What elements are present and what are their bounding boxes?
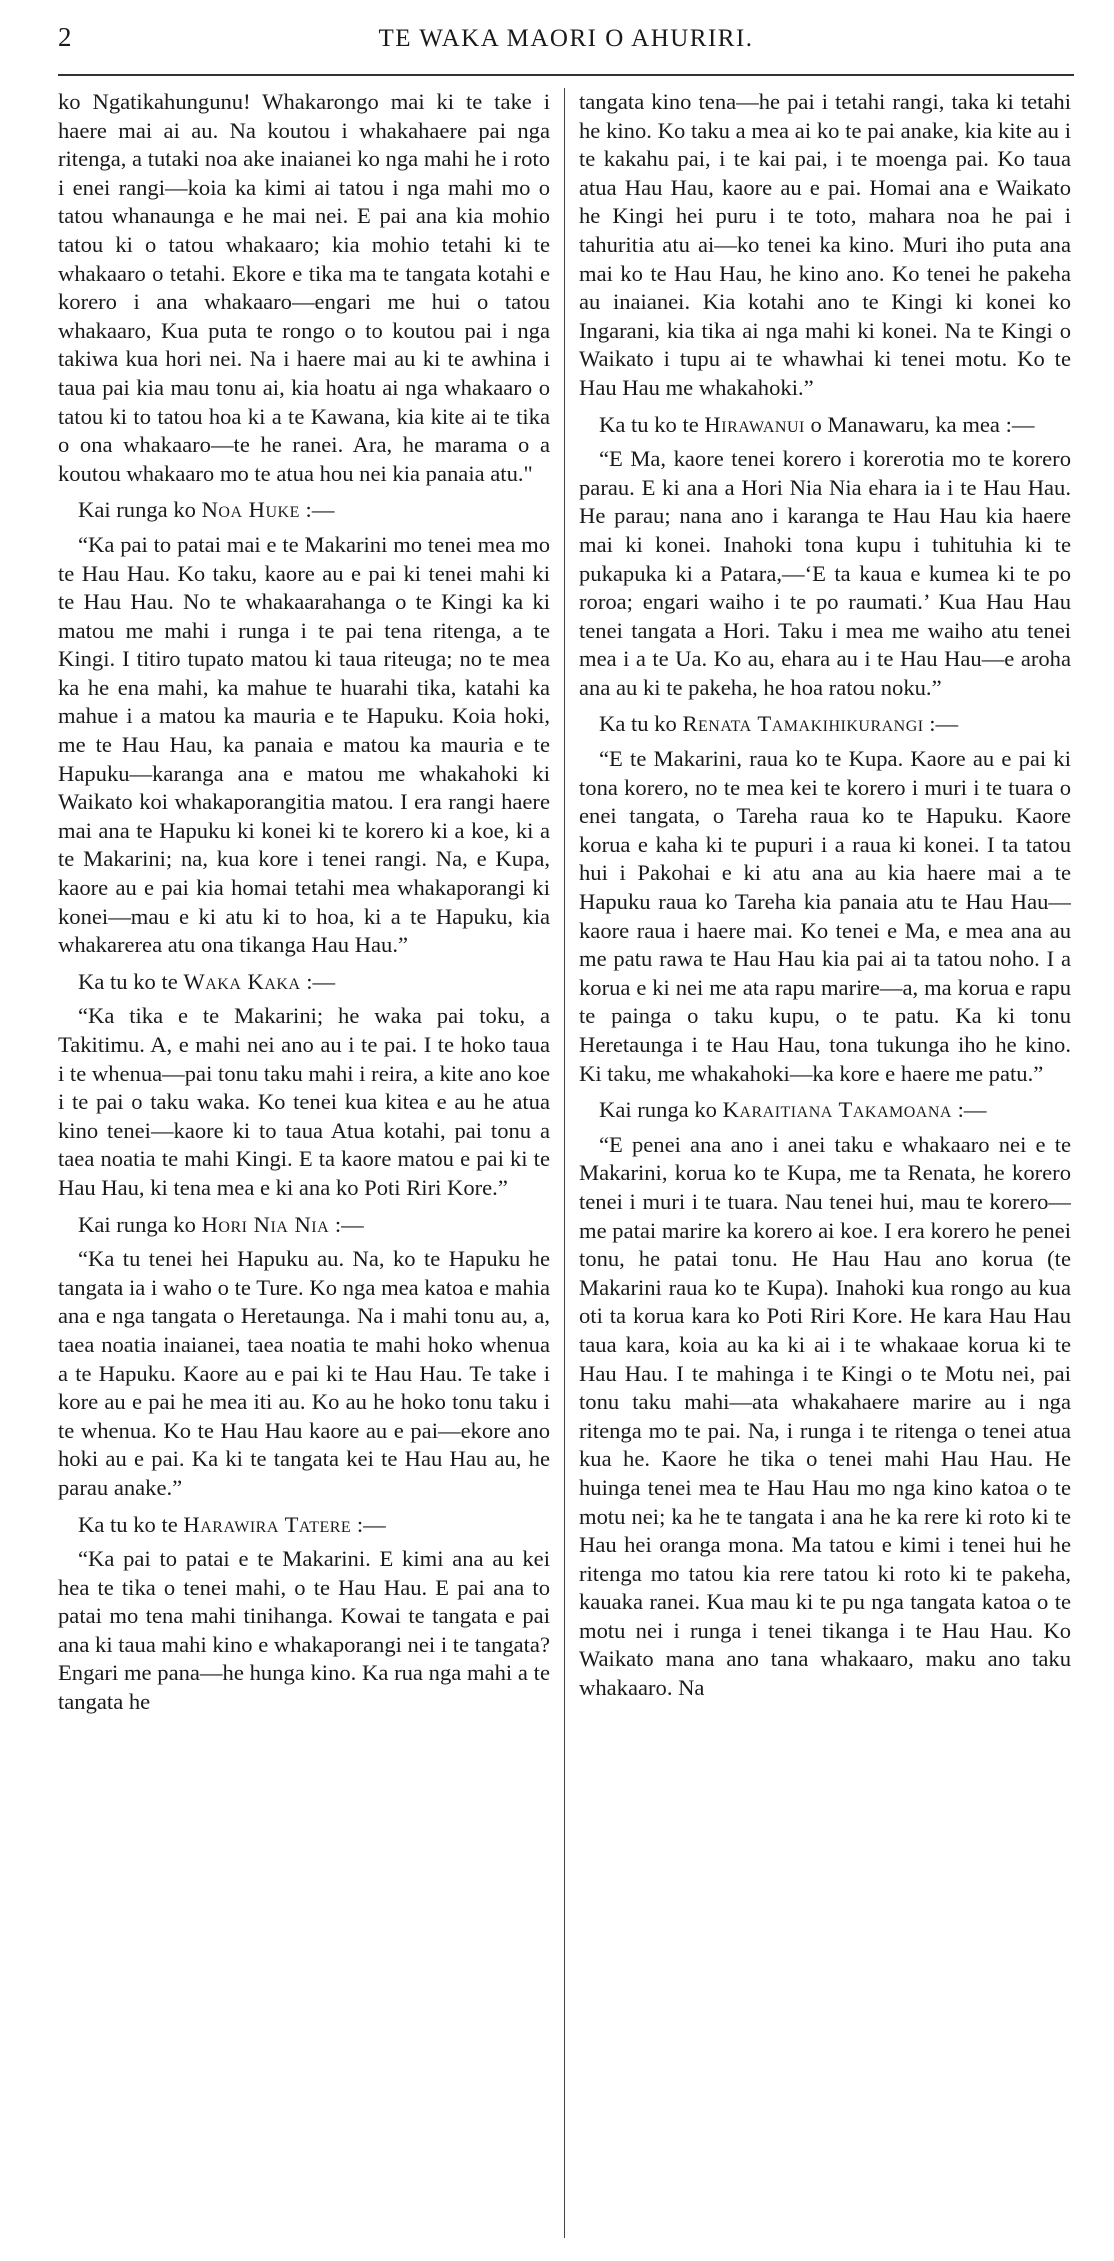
speaker-line: Kai runga ko Karaitiana Takamoana :— (599, 1097, 987, 1123)
speech-paragraph: “Ka tika e te Makarini; he waka pai toku, a Takitimu. A, e mahi nei ano au i te pai. I te hoko taua i te whenua—pai tonu taku mahi i reira, a kite ano koe i te pai o taku waka. Ko tenei kua kitea e au he atua kino tenei—kaore ki to taua Atua kotahi, pai tonu a taea noatia te mahi Kingi. E ta kaore matou e pai ki te Hau Hau, ki tena mea e ki ana ko Poti Riri Kore.” (58, 1003, 550, 1200)
speaker-line: Ka tu ko te Hirawanui o Manawaru, ka mea :— (599, 411, 1035, 437)
speech-paragraph: “E te Makarini, raua ko te Kupa. Kaore au e pai ki tona korero, no te mea kei te korero i muri i te tuara o enei tangata, o Tareha raua ko te Hapuku. Kaore korua e kaha ki te pupuri i a raua ki konei. I ta tatou hui i Pakohai e ki atu ana au kia haere mai a te Hapuku raua ko Tareha kia panaia atu te Hau Hau—kaore raua i haere mai. Ko tenei e Ma, e mea ana au me patu rawa te Hau Hau kia pai ai ta tatou noho. I a korua e ki nei me ata rapu marire—a, ma korua e rapu te painga o taku kupu, o te patu. Ka ki tonu Heretaunga i te Hau Hau, tona tukunga iho he kino. Ki taku, me whakahoki—ka kore e haere me patu.” (579, 746, 1071, 1086)
continued-paragraph: tangata kino tena—he pai i tetahi rangi, taka ki tetahi he kino. Ko taku a mea ai ko te pai anake, kia kite au i te kakahu pai, i te kai pai, i te moenga pai. Ko taua atua Hau Hau, kaore au e pai. Homai ana e Waikato he Kingi hei puru i te toto, mahara noa he pai i tahuritia atu ai—ko tenei ka kino. Muri iho puta ana mai ko te Hau Hau, he kino ano. Ko tenei he pakeha au inaianei. Kia kotahi ano te Kingi ki konei ko Ingarani, kia tika ai nga mahi ki konei. Na te Kingi o Waikato i tupu ai te whawhai ki tenei motu. Ko te Hau Hau me whakahoki.” (579, 89, 1071, 400)
speaker-line: Kai runga ko Hori Nia Nia :— (78, 1211, 364, 1237)
speaker-name: Noa Huke (201, 497, 300, 523)
running-title: TE WAKA MAORI O AHURIRI. (378, 25, 754, 52)
speaker-name: Hori Nia Nia (201, 1211, 330, 1237)
speaker-name: Karaitiana Takamoana (722, 1097, 952, 1123)
right-column (579, 88, 1071, 2238)
page-number: 2 (58, 22, 72, 52)
speech-paragraph: “E Ma, kaore tenei korero i korerotia mo te korero parau. E ki ana a Hori Nia Nia ehara ia i te Hau Hau. He parau; nana ano i karanga te Hau Hau kia haere mai ki konei. Inahoki tona kupu i tuhituhia ki te pukapuka ki a Patara,—‘E ta kaua e kumea ki te po roroa; engari waiho i te po raumati.’ Kua Hau Hau tenei tangata a Hori. Taku i mea me waiho atu tenei mea i a te Ua. Ko au, ehara au i te Hau Hau—e aroha ana au ki te pakeha, he hoa ratou noku.” (579, 446, 1071, 700)
two-column-body (58, 88, 1074, 2238)
speaker-line: Kai runga ko Noa Huke :— (78, 497, 335, 523)
speaker-line: Ka tu ko te Waka Kaka :— (78, 968, 336, 994)
speaker-name: Renata Tamakihikurangi (682, 711, 924, 737)
speech-paragraph: “Ka tu tenei hei Hapuku au. Na, ko te Hapuku he tangata ia i waho o te Ture. Ko nga mea katoa e mahia ana e nga tangata o Heretaunga. Na i mahi tonu au, a, taea noatia inaianei, taea noatia te mahi hoko whenua a te Hapuku. Kaore au e pai ki te Hau Hau. Te take i kore au e pai he mea iti au. Ko au he hoko tonu taku i te whenua. Ko te Hau Hau kaore au e pai—ekore ano hoki au e pai. Ka ki te tangata kei te Hau Hau au, he parau anake.” (58, 1246, 550, 1500)
speaker-line: Ka tu ko te Harawira Tatere :— (78, 1511, 386, 1537)
speech-paragraph: “Ka pai to patai e te Makarini. E kimi ana au kei hea te tika o tenei mahi, o te Hau Hau. E pai ana to patai mo tena mahi tinihanga. Kowai te tangata e pai ana ki taua mahi kino e whakaporangi nei i te tangata? Engari me pana—he hunga kino. Ka rua nga mahi a te tangata he (58, 1546, 550, 1715)
speaker-name: Waka Kaka (183, 968, 301, 994)
speech-paragraph: “E penei ana ano i anei taku e whakaaro nei e te Makarini, korua ko te Kupa, me ta Renata, he korero tenei i muri i te tuara. Nau tenei hui, mau te korero—me patai marire ka korero ai koe. I era korero he penei tonu, he patai tonu. He Hau Hau ano korua (te Makarini raua ko te Kupa). Inahoki kua rongo au kua oti ta korua kara ko Poti Riri Kore. He kara Hau Hau taua kara, koia au ka ki ai i te whakaae korua ki te Hau Hau. I te mahinga i te Kingi o te Motu nei, pai tonu taku mahi—ata whakahaere marire au i nga ritenga mo te pai. Na, i runga i te ritenga o tenei atua kua he. Kaore he tika o tenei mahi Hau Hau. He huinga tenei mea te Hau Hau mo nga kino katoa o te motu nei; ka he te tangata i ana he ka rere ki roto ki te Hau hei oranga mona. Ma tatou e kimi i tenei hui he ritenga mo tatou kia rere tatou ki roto ki te pakeha, kauaka ranei. Kua mau ki te pu nga tangata katoa o te motu nei i runga i tenei tikanga i te Hau Hau. Ko Waikato mana ano tana whakaaro, maku ano taku whakaaro. Na (579, 1131, 1071, 1701)
speaker-name: Hirawanui (704, 411, 805, 437)
header-rule (58, 74, 1074, 76)
left-column (58, 88, 550, 2238)
opening-paragraph: ko Ngatikahungunu! Whakarongo mai ki te take i haere mai ai au. Na koutou i whakahaere pai nga ritenga, a tutaki noa ake inaianei ko nga mahi he i roto i enei rangi—koia ka kimi ai tatou i nga mahi mo o tatou whanaunga e he mai nei. E pai ana kia mohio tatou ki o tatou whakaaro; kia mohio tetahi ki te whakaaro o tetahi. Ekore e tika ma te tangata kotahi e korero i ana whakaaro—engari me hui o tatou whakaaro, Kua puta te rongo o to koutou pai i nga takiwa kua hori nei. Na i haere mai au ki te awhina i taua pai kia mau tonu ai, kia hoatu ai nga whakaaro o tatou ki to tatou hoa ki a te Kawana, kia kite ai te tika o ona whakaaro—te he ranei. Ara, he marama o a koutou whakaaro mo te atua hou nei kia panaia atu." (58, 89, 550, 486)
page-header (58, 22, 1074, 70)
column-divider (564, 88, 565, 2238)
speaker-name: Harawira Tatere (183, 1511, 352, 1537)
speech-paragraph: “Ka pai to patai mai e te Makarini mo tenei mea mo te Hau Hau. Ko taku, kaore au e pai ki tenei mahi ki te Hau Hau. No te whakaarahanga o te Kingi ka ki matou me mahi i runga i te pai tena ritenga, a te Kingi. I titiro tupato matou ki taua riteuga; no te mea ka he ena mahi, ka mahue te huarahi tika, katahi ka mahue i a matou ka mauria e te Hapuku. Koia hoki, me te Hau Hau, ka panaia e matou ka mauria e te Hapuku—karanga ana e matou me whakahoki ki Waikato koi whakaporangitia matou. I era rangi haere mai ana te Hapuku ki konei ki te korero ki a koe, ki a te Makarini; na, kua kore i tenei rangi. Na, e Kupa, kaore au e pai kia homai tetahi mea whakaporangi ki konei—mau e ki atu ki to hoa, ki a te Hapuku, kia whakarerea atu ona tikanga Hau Hau.” (58, 531, 550, 958)
speaker-line: Ka tu ko Renata Tamakihikurangi :— (599, 711, 959, 737)
